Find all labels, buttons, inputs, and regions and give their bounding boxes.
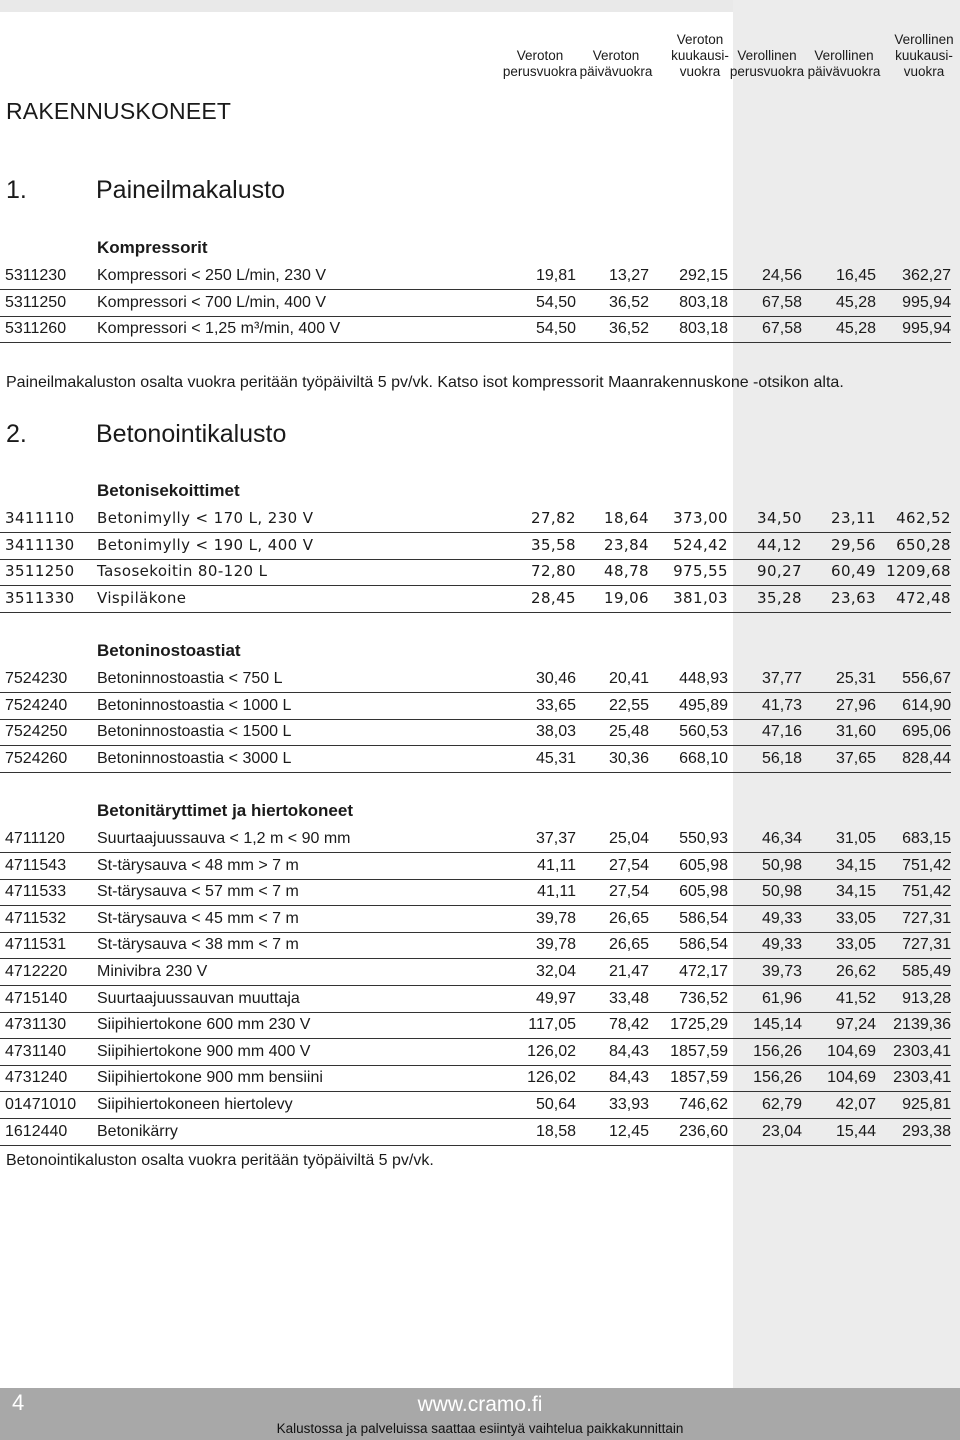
product-code: 4711533 [5, 883, 67, 901]
price-cell: 236,60 [679, 1122, 728, 1140]
price-cell: 39,78 [535, 909, 576, 927]
price-cell: 23,11 [831, 509, 876, 527]
price-cell: 104,69 [827, 1042, 876, 1060]
price-cell: 27,54 [608, 856, 649, 874]
group-title-kompressorit: Kompressorit [97, 238, 208, 257]
table-row [0, 262, 951, 290]
price-cell: 49,33 [761, 936, 802, 954]
product-description: Kompressori < 1,25 m³/min, 400 V [97, 320, 341, 338]
price-cell: 50,98 [761, 856, 802, 874]
price-cell: 50,64 [535, 1096, 576, 1113]
product-code: 7524230 [5, 670, 68, 687]
price-cell: 33,48 [608, 989, 649, 1007]
price-cell: 97,24 [835, 1016, 876, 1034]
price-cell: 42,07 [835, 1096, 876, 1113]
product-description: Suurtaajuussauva < 1,2 m < 90 mm [97, 830, 351, 847]
price-cell: 126,02 [527, 1069, 576, 1087]
price-cell: 27,82 [531, 509, 576, 527]
product-description: St-tärysauva < 45 mm < 7 m [97, 909, 299, 927]
price-cell: 34,15 [835, 883, 876, 901]
price-cell: 31,05 [835, 830, 876, 847]
product-code: 3411110 [5, 509, 75, 527]
price-cell: 25,31 [835, 670, 876, 687]
product-description: St-tärysauva < 57 mm < 7 m [97, 883, 299, 901]
price-cell: 126,02 [527, 1042, 576, 1060]
product-code: 4711531 [5, 936, 67, 954]
column-header-verollinen-paivavuokra: Verollinen päivävuokra [807, 48, 881, 79]
price-cell: 145,14 [753, 1016, 802, 1034]
price-cell: 45,28 [835, 293, 876, 311]
product-code: 4711120 [5, 830, 65, 847]
table-row [0, 718, 951, 746]
price-cell: 25,48 [608, 723, 649, 741]
price-cell: 586,54 [679, 909, 728, 927]
price-cell: 373,00 [673, 509, 728, 527]
table-row [0, 878, 951, 906]
price-cell: 50,98 [761, 883, 802, 901]
group-title-betonisekoittimet: Betonisekoittimet [97, 481, 240, 500]
note-betonointikalusto: Betonointikaluston osalta vuokra peritään työpäiviltä 5 pv/vk. [6, 1152, 434, 1169]
price-cell: 22,55 [608, 696, 649, 714]
product-description: Siipihiertokoneen hiertolevy [97, 1096, 293, 1113]
product-code: 4715140 [5, 989, 68, 1007]
price-cell: 28,45 [531, 588, 576, 607]
price-cell: 975,55 [673, 562, 728, 581]
price-cell: 751,42 [902, 856, 951, 874]
price-cell: 16,45 [835, 267, 876, 284]
product-description: Siipihiertokone 600 mm 230 V [97, 1016, 311, 1034]
price-cell: 41,11 [537, 856, 576, 874]
price-cell: 67,58 [761, 293, 802, 311]
price-cell: 15,44 [835, 1122, 876, 1140]
table-row [0, 585, 951, 613]
price-cell: 90,27 [757, 562, 802, 581]
price-cell: 550,93 [679, 830, 728, 847]
price-cell: 156,26 [753, 1042, 802, 1060]
price-cell: 1725,29 [670, 1016, 728, 1034]
table-row [0, 1091, 951, 1119]
product-description: Vispiläkone [97, 588, 187, 607]
product-description: Siipihiertokone 900 mm 400 V [97, 1042, 311, 1060]
price-cell: 695,06 [902, 723, 951, 741]
price-cell: 556,67 [902, 670, 951, 687]
price-cell: 12,45 [608, 1122, 649, 1140]
price-cell: 803,18 [679, 320, 728, 338]
price-cell: 828,44 [902, 749, 951, 767]
price-cell: 33,05 [835, 936, 876, 954]
price-cell: 650,28 [896, 535, 951, 554]
price-cell: 751,42 [902, 883, 951, 901]
product-code: 5311260 [5, 320, 67, 338]
product-description: Betoninnostoastia < 1500 L [97, 723, 292, 741]
price-cell: 2139,36 [893, 1016, 951, 1034]
table-row [0, 931, 951, 959]
price-cell: 21,47 [608, 963, 649, 980]
price-cell: 47,16 [761, 723, 802, 741]
price-cell: 117,05 [528, 1016, 576, 1034]
price-cell: 37,77 [761, 670, 802, 687]
page-number: 4 [12, 1390, 25, 1415]
table-row [0, 958, 951, 986]
price-cell: 925,81 [902, 1096, 951, 1113]
site-url[interactable]: www.cramo.fi [417, 1393, 543, 1416]
price-cell: 1209,68 [886, 562, 951, 581]
price-cell: 18,58 [535, 1122, 576, 1140]
column-header-veroton-perusvuokra: Veroton perusvuokra [502, 48, 578, 79]
price-cell: 362,27 [902, 267, 951, 284]
price-cell: 524,42 [673, 535, 728, 554]
product-description: Betonikärry [97, 1122, 178, 1140]
price-cell: 33,93 [608, 1096, 649, 1113]
price-cell: 995,94 [902, 320, 951, 338]
price-cell: 37,65 [835, 749, 876, 767]
table-row [0, 289, 951, 317]
group-title-betonitaryttimet: Betonitäryttimet ja hiertokoneet [97, 801, 353, 820]
price-cell: 31,60 [835, 723, 876, 741]
table-row [0, 532, 951, 560]
price-cell: 26,65 [608, 909, 649, 927]
product-description: Siipihiertokone 900 mm bensiini [97, 1069, 323, 1087]
column-header-verollinen-kuukausivuokra: Verollinen kuukausi- vuokra [894, 32, 954, 79]
price-cell: 1857,59 [670, 1042, 728, 1060]
product-code: 4731130 [5, 1016, 67, 1034]
price-cell: 495,89 [679, 696, 728, 714]
column-header-veroton-paivavuokra: Veroton päivävuokra [579, 48, 653, 79]
section-number: 2. [6, 420, 27, 448]
product-description: St-tärysauva < 38 mm < 7 m [97, 936, 299, 954]
section-name: Paineilmakalusto [96, 176, 285, 204]
price-cell: 104,69 [827, 1069, 876, 1087]
price-cell: 34,50 [757, 509, 802, 527]
price-cell: 37,37 [535, 830, 576, 847]
price-cell: 49,33 [761, 909, 802, 927]
price-cell: 2303,41 [893, 1069, 951, 1087]
price-cell: 448,93 [679, 670, 728, 687]
group-title-betoninostoastiat: Betoninostoastiat [97, 641, 241, 660]
price-cell: 472,17 [679, 963, 728, 980]
table-row [0, 985, 951, 1013]
price-cell: 913,28 [902, 989, 951, 1007]
price-cell: 605,98 [679, 856, 728, 874]
product-description: Tasosekoitin 80-120 L [97, 562, 268, 581]
product-code: 4731140 [5, 1042, 67, 1060]
table-row [0, 1118, 951, 1146]
product-description: Kompressori < 700 L/min, 400 V [97, 293, 327, 311]
product-description: Betonimylly < 170 L, 230 V [97, 509, 314, 527]
price-cell: 560,53 [679, 723, 728, 741]
note-paineilmakalusto: Paineilmakaluston osalta vuokra peritään työpäiviltä 5 pv/vk. Katso isot kompressorit Maanrakennuskone -otsikon alta. [6, 374, 844, 391]
price-cell: 38,03 [535, 723, 576, 741]
footer-disclaimer: Kalustossa ja palveluissa saattaa esiintyä vaihtelua paikkakunnittain [276, 1421, 684, 1436]
price-cell: 67,58 [761, 320, 802, 338]
table-row [0, 692, 951, 720]
price-cell: 45,28 [835, 320, 876, 338]
product-code: 5311230 [5, 267, 67, 284]
price-cell: 61,96 [761, 989, 802, 1007]
price-cell: 84,43 [608, 1042, 649, 1060]
price-cell: 803,18 [679, 293, 728, 311]
product-code: 5311250 [5, 293, 67, 311]
price-cell: 746,62 [679, 1096, 728, 1113]
price-cell: 41,73 [761, 696, 802, 714]
section-number: 1. [6, 176, 27, 204]
price-cell: 293,38 [902, 1122, 951, 1140]
price-cell: 605,98 [679, 883, 728, 901]
price-cell: 33,65 [535, 696, 576, 714]
price-cell: 13,27 [608, 267, 649, 284]
product-code: 4731240 [5, 1069, 68, 1087]
table-row [0, 1038, 951, 1066]
product-code: 7524250 [5, 723, 68, 741]
price-cell: 39,73 [761, 963, 802, 980]
product-code: 01471010 [5, 1096, 77, 1113]
product-description: Betoninnostoastia < 3000 L [97, 749, 292, 767]
table-row [0, 558, 951, 586]
table-row [0, 1064, 951, 1092]
price-cell: 26,65 [608, 936, 649, 954]
price-cell: 683,15 [902, 830, 951, 847]
product-code: 4711543 [5, 856, 67, 874]
price-cell: 30,46 [535, 670, 576, 687]
price-cell: 33,05 [835, 909, 876, 927]
price-cell: 44,12 [757, 535, 802, 554]
price-cell: 62,79 [761, 1096, 802, 1113]
table-row [0, 1011, 951, 1039]
price-cell: 20,41 [608, 670, 649, 687]
price-cell: 27,96 [835, 696, 876, 714]
price-cell: 41,52 [835, 989, 876, 1007]
section-name: Betonointikalusto [96, 420, 287, 448]
price-cell: 26,62 [835, 963, 876, 980]
product-description: Betoninnostoastia < 1000 L [97, 696, 292, 714]
section-title-betonointikalusto [6, 420, 286, 449]
price-cell: 45,31 [535, 749, 576, 767]
product-code: 3411130 [5, 535, 75, 554]
section-title-paineilmakalusto [6, 176, 285, 205]
price-cell: 727,31 [902, 909, 951, 927]
price-cell: 668,10 [679, 749, 728, 767]
table-row [0, 665, 951, 693]
price-cell: 78,42 [608, 1016, 649, 1034]
price-cell: 995,94 [902, 293, 951, 311]
table-row [0, 315, 951, 343]
product-code: 1612440 [5, 1122, 68, 1140]
price-cell: 84,43 [608, 1069, 649, 1087]
product-description: Minivibra 230 V [97, 963, 208, 980]
price-cell: 48,78 [604, 562, 649, 581]
price-cell: 462,52 [896, 509, 951, 527]
price-cell: 472,48 [896, 588, 951, 607]
product-code: 4711532 [5, 909, 67, 927]
price-cell: 2303,41 [893, 1042, 951, 1060]
product-description: Betonimylly < 190 L, 400 V [97, 535, 314, 554]
price-cell: 30,36 [608, 749, 649, 767]
product-code: 3511250 [5, 562, 75, 581]
product-description: St-tärysauva < 48 mm > 7 m [97, 856, 299, 874]
price-cell: 586,54 [679, 936, 728, 954]
price-cell: 23,63 [831, 588, 876, 607]
price-cell: 41,11 [537, 883, 576, 901]
product-code: 7524240 [5, 696, 68, 714]
price-cell: 614,90 [902, 696, 951, 714]
price-cell: 27,54 [608, 883, 649, 901]
price-cell: 156,26 [753, 1069, 802, 1087]
price-cell: 35,28 [757, 588, 802, 607]
price-cell: 727,31 [902, 936, 951, 954]
price-cell: 46,34 [761, 830, 802, 847]
column-header-verollinen-perusvuokra: Verollinen perusvuokra [729, 48, 805, 79]
table-row [0, 505, 951, 533]
price-cell: 23,84 [604, 535, 649, 554]
table-row [0, 852, 951, 880]
table-row [0, 905, 951, 933]
price-cell: 56,18 [761, 749, 802, 767]
product-description: Suurtaajuussauvan muuttaja [97, 989, 300, 1007]
price-cell: 292,15 [679, 267, 728, 284]
table-row [0, 745, 951, 773]
price-cell: 72,80 [531, 562, 576, 581]
price-cell: 19,81 [535, 267, 576, 284]
product-code: 4712220 [5, 963, 68, 980]
price-cell: 18,64 [604, 509, 649, 527]
product-description: Betoninnostoastia < 750 L [97, 670, 283, 687]
table-row [0, 825, 951, 853]
page-title: RAKENNUSKONEET [6, 98, 232, 124]
price-cell: 39,78 [535, 936, 576, 954]
product-description: Kompressori < 250 L/min, 230 V [97, 267, 327, 284]
product-code: 7524260 [5, 749, 68, 767]
price-cell: 54,50 [535, 293, 576, 311]
price-cell: 54,50 [535, 320, 576, 338]
price-cell: 585,49 [902, 963, 951, 980]
price-cell: 29,56 [831, 535, 876, 554]
price-cell: 1857,59 [670, 1069, 728, 1087]
price-cell: 60,49 [831, 562, 876, 581]
price-cell: 736,52 [679, 989, 728, 1007]
price-cell: 24,56 [761, 267, 802, 284]
price-cell: 381,03 [673, 588, 728, 607]
price-cell: 34,15 [835, 856, 876, 874]
product-code: 3511330 [5, 588, 75, 607]
price-cell: 49,97 [535, 989, 576, 1007]
price-cell: 25,04 [608, 830, 649, 847]
price-cell: 23,04 [761, 1122, 802, 1140]
price-cell: 36,52 [608, 293, 649, 311]
price-cell: 19,06 [604, 588, 649, 607]
price-cell: 36,52 [608, 320, 649, 338]
column-header-veroton-kuukausivuokra: Veroton kuukausi- vuokra [671, 32, 729, 79]
price-cell: 32,04 [535, 963, 576, 980]
price-cell: 35,58 [531, 535, 576, 554]
